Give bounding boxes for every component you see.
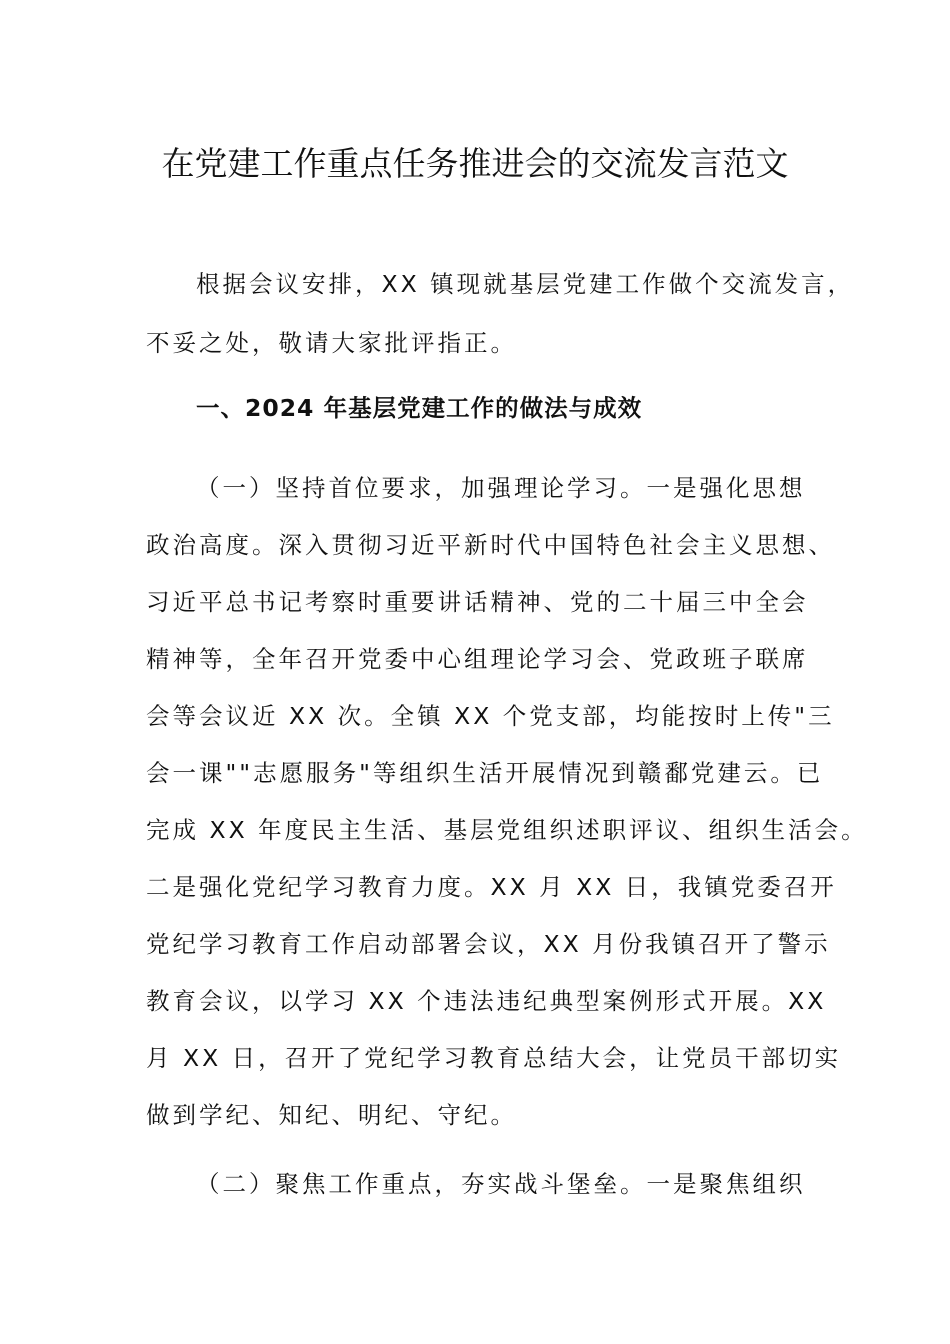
- paragraph-1-line-9: 党纪学习教育工作启动部署会议，XX 月份我镇召开了警示: [146, 930, 831, 958]
- paragraph-1-line-2: 政治高度。深入贯彻习近平新时代中国特色社会主义思想、: [146, 531, 835, 559]
- paragraph-1-line-4: 精神等，全年召开党委中心组理论学习会、党政班子联席: [146, 645, 809, 673]
- paragraph-1-line-3: 习近平总书记考察时重要讲话精神、党的二十届三中全会: [146, 588, 809, 616]
- paragraph-1-line-12: 做到学纪、知纪、明纪、守纪。: [146, 1101, 517, 1129]
- paragraph-1-line-1: （一）坚持首位要求，加强理论学习。一是强化思想: [196, 474, 806, 502]
- section-heading-1: 一、2024 年基层党建工作的做法与成效: [196, 394, 643, 422]
- intro-line-2: 不妥之处，敬请大家批评指正。: [146, 329, 517, 357]
- paragraph-1-line-6: 会一课""志愿服务"等组织生活开展情况到赣鄱党建云。已: [146, 759, 824, 787]
- paragraph-1-line-8: 二是强化党纪学习教育力度。XX 月 XX 日，我镇党委召开: [146, 873, 837, 901]
- paragraph-1-line-5: 会等会议近 XX 次。全镇 XX 个党支部，均能按时上传"三: [146, 702, 835, 730]
- paragraph-1-line-7: 完成 XX 年度民主生活、基层党组织述职评议、组织生活会。: [146, 816, 868, 844]
- intro-line-1: 根据会议安排，XX 镇现就基层党建工作做个交流发言，: [196, 270, 855, 298]
- paragraph-1-line-11: 月 XX 日，召开了党纪学习教育总结大会，让党员干部切实: [146, 1044, 842, 1072]
- paragraph-1-line-10: 教育会议，以学习 XX 个违法违纪典型案例形式开展。XX: [146, 987, 827, 1015]
- paragraph-2-line-1: （二）聚焦工作重点，夯实战斗堡垒。一是聚焦组织: [196, 1170, 806, 1198]
- document-title: 在党建工作重点任务推进会的交流发言范文: [161, 144, 789, 183]
